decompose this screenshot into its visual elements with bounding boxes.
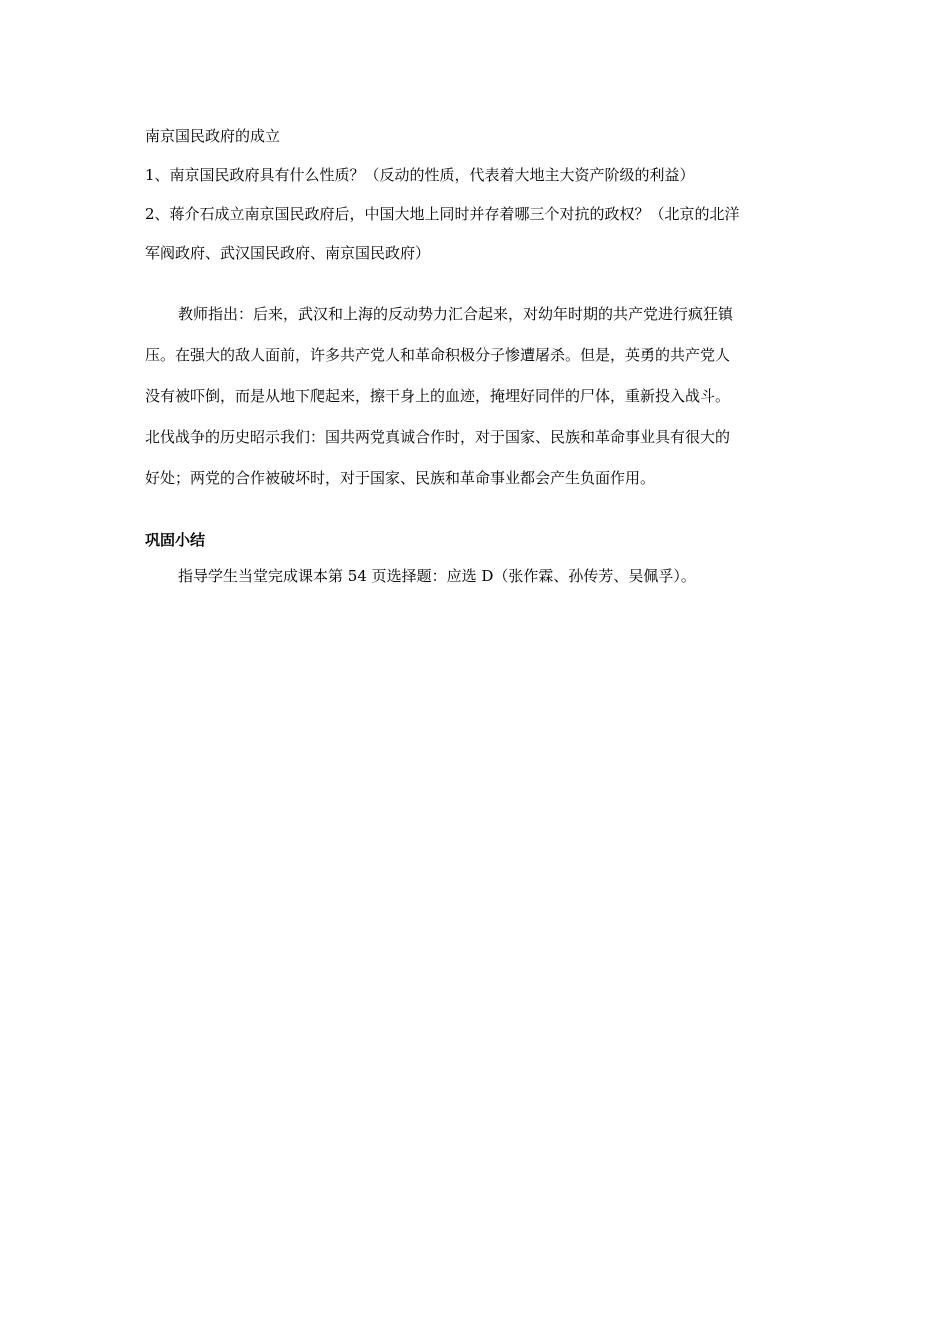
teacher-paragraph-line: 压。在强大的敌人面前，许多共产党人和革命积极分子惨遭屠杀。但是，英勇的共产党人 — [145, 346, 731, 364]
teacher-paragraph-line: 没有被吓倒，而是从地下爬起来，擦干身上的血迹，掩埋好同伴的尸体，重新投入战斗。 — [145, 387, 731, 405]
summary-heading: 巩固小结 — [145, 531, 206, 549]
question-2-line-1: 2、蒋介石成立南京国民政府后，中国大地上同时并存着哪三个对抗的政权？（北京的北洋 — [145, 205, 740, 223]
teacher-paragraph-line: 北伐战争的历史昭示我们：国共两党真诚合作时，对于国家、民族和革命事业具有很大的 — [145, 428, 731, 446]
summary-text: 指导学生当堂完成课本第 54 页选择题：应选 D（张作霖、孙传芳、吴佩孚）。 — [178, 567, 696, 585]
teacher-paragraph-line: 好处；两党的合作被破坏时，对于国家、民族和革命事业都会产生负面作用。 — [145, 469, 656, 487]
question-2-line-2: 军阀政府、武汉国民政府、南京国民政府） — [145, 244, 431, 262]
section-title: 南京国民政府的成立 — [145, 127, 281, 145]
teacher-paragraph-line: 教师指出：后来，武汉和上海的反动势力汇合起来，对幼年时期的共产党进行疯狂镇 — [178, 305, 734, 323]
question-1: 1、南京国民政府具有什么性质？（反动的性质，代表着大地主大资产阶级的利益） — [145, 166, 695, 184]
